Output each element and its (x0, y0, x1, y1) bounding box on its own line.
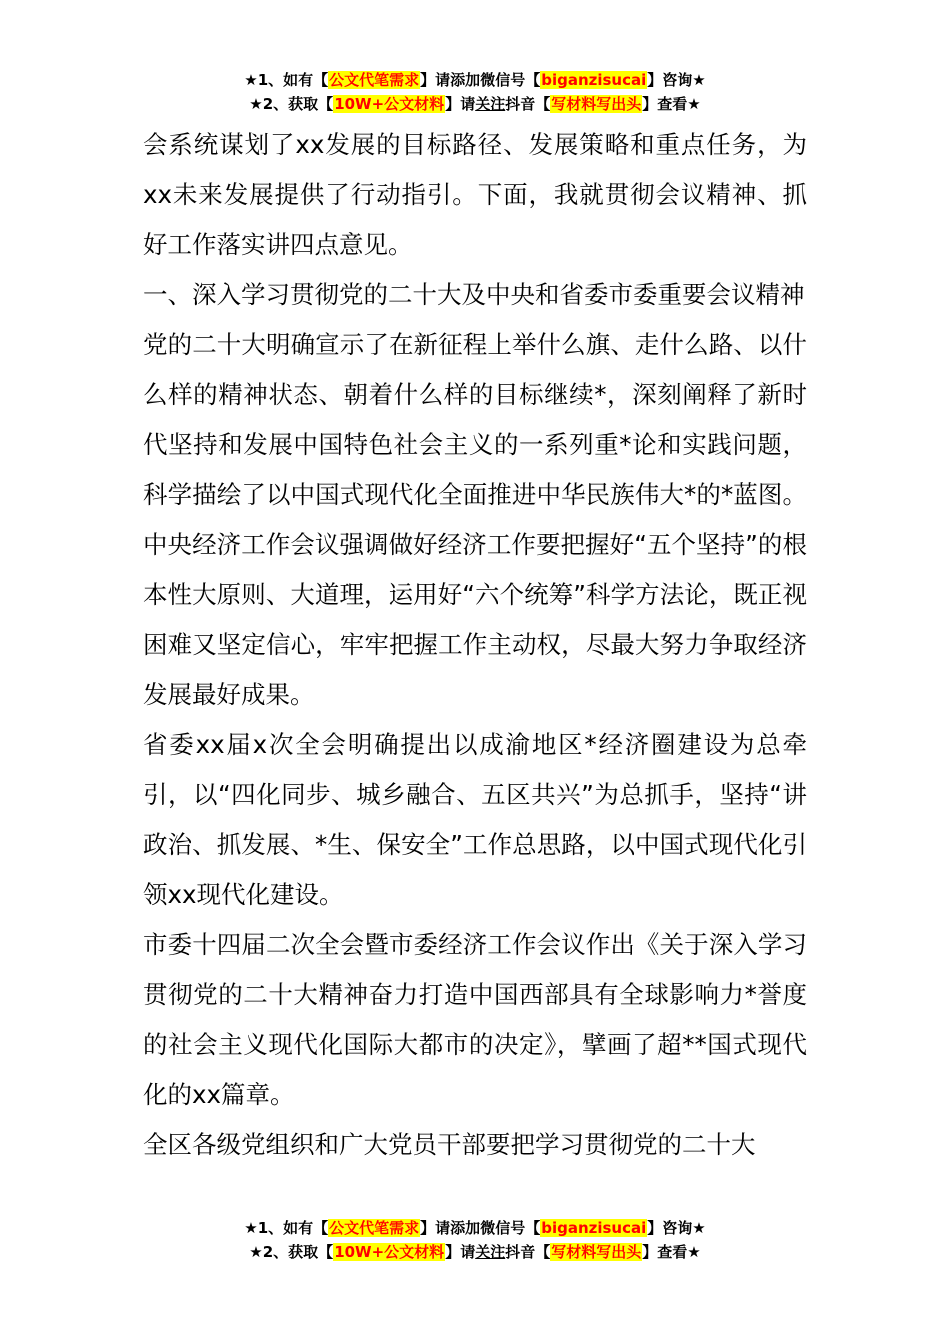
promo-highlight: biganzisucai (541, 1219, 647, 1237)
promo-text: ★2、获取【 (249, 1243, 334, 1261)
promo-text: 抖音【 (505, 1243, 551, 1261)
promo-highlight: 10W+公文材料 (334, 95, 445, 113)
promo-highlight: 写材料写出头 (551, 1243, 642, 1261)
promo-text: ★1、如有【 (244, 71, 329, 89)
body-paragraph: 会系统谋划了xx发展的目标路径、发展策略和重点任务，为xx未来发展提供了行动指引。下面，我就贯彻会议精神、抓好工作落实讲四点意见。 (143, 130, 807, 259)
body-paragraph: 市委十四届二次全会暨市委经济工作会议作出《关于深入学习贯彻党的二十大精神奋力打造中国西部具有全球影响力*誉度的社会主义现代化国际大都市的决定》，擘画了超**国式现代化的xx篇章。 (143, 930, 807, 1109)
promo-underlined-text: 关注 (475, 1243, 506, 1261)
promo-text: 】请添加 (420, 1219, 481, 1237)
body-paragraph: 全区各级党组织和广大党员干部要把学习贯彻党的二十大 (143, 1130, 756, 1159)
body-paragraph: 党的二十大明确宣示了在新征程上举什么旗、走什么路、以什么样的精神状态、朝着什么样的目标继续*，深刻阐释了新时代坚持和发展中国特色社会主义的一系列重*论和实践问题，科学描绘了以中国式现代化全面推进中华民族伟大*的*蓝图。中央经济工作会议强调做好经济工作要把握好“五个坚持”的根本性大原则、大道理，运用好“六个统筹”科学方法论，既正视困难又坚定信心，牢牢把握工作主动权，尽最大努力争取经济发展最好成果。 (143, 330, 807, 709)
promo-text: 】请 (445, 95, 476, 113)
promo-text: 】咨询★ (647, 71, 706, 89)
promo-text: 】请 (445, 1243, 476, 1261)
promo-highlight: 写材料写出头 (551, 95, 642, 113)
promo-underlined-text: 关注 (475, 95, 506, 113)
promo-text: 】请添加 (420, 71, 481, 89)
promo-text: 】查看★ (642, 1243, 701, 1261)
footer-promo-banner (0, 1216, 950, 1264)
promo-text: ★2、获取【 (249, 95, 334, 113)
promo-text: ★1、如有【 (244, 1219, 329, 1237)
section-heading: 一、深入学习贯彻党的二十大及中央和省委市委重要会议精神 (143, 280, 805, 309)
promo-highlight: biganzisucai (541, 71, 647, 89)
promo-text: 抖音【 (505, 95, 551, 113)
promo-text: 微信号【 (480, 1219, 541, 1237)
promo-text: 微信号【 (480, 71, 541, 89)
promo-line-1 (0, 68, 950, 92)
promo-text: 】查看★ (642, 95, 701, 113)
promo-line-2 (0, 1240, 950, 1264)
promo-highlight: 10W+公文材料 (334, 1243, 445, 1261)
promo-line-1 (0, 1216, 950, 1240)
header-promo-banner (0, 68, 950, 116)
promo-line-2 (0, 92, 950, 116)
promo-highlight: 公文代笔需求 (329, 71, 420, 89)
document-body (143, 120, 807, 1170)
body-paragraph: 省委xx届x次全会明确提出以成渝地区*经济圈建设为总牵引，以“四化同步、城乡融合、五区共兴”为总抓手，坚持“讲政治、抓发展、*生、保安全”工作总思路，以中国式现代化引领xx现代化建设。 (143, 730, 807, 909)
promo-text: 】咨询★ (647, 1219, 706, 1237)
promo-highlight: 公文代笔需求 (329, 1219, 420, 1237)
